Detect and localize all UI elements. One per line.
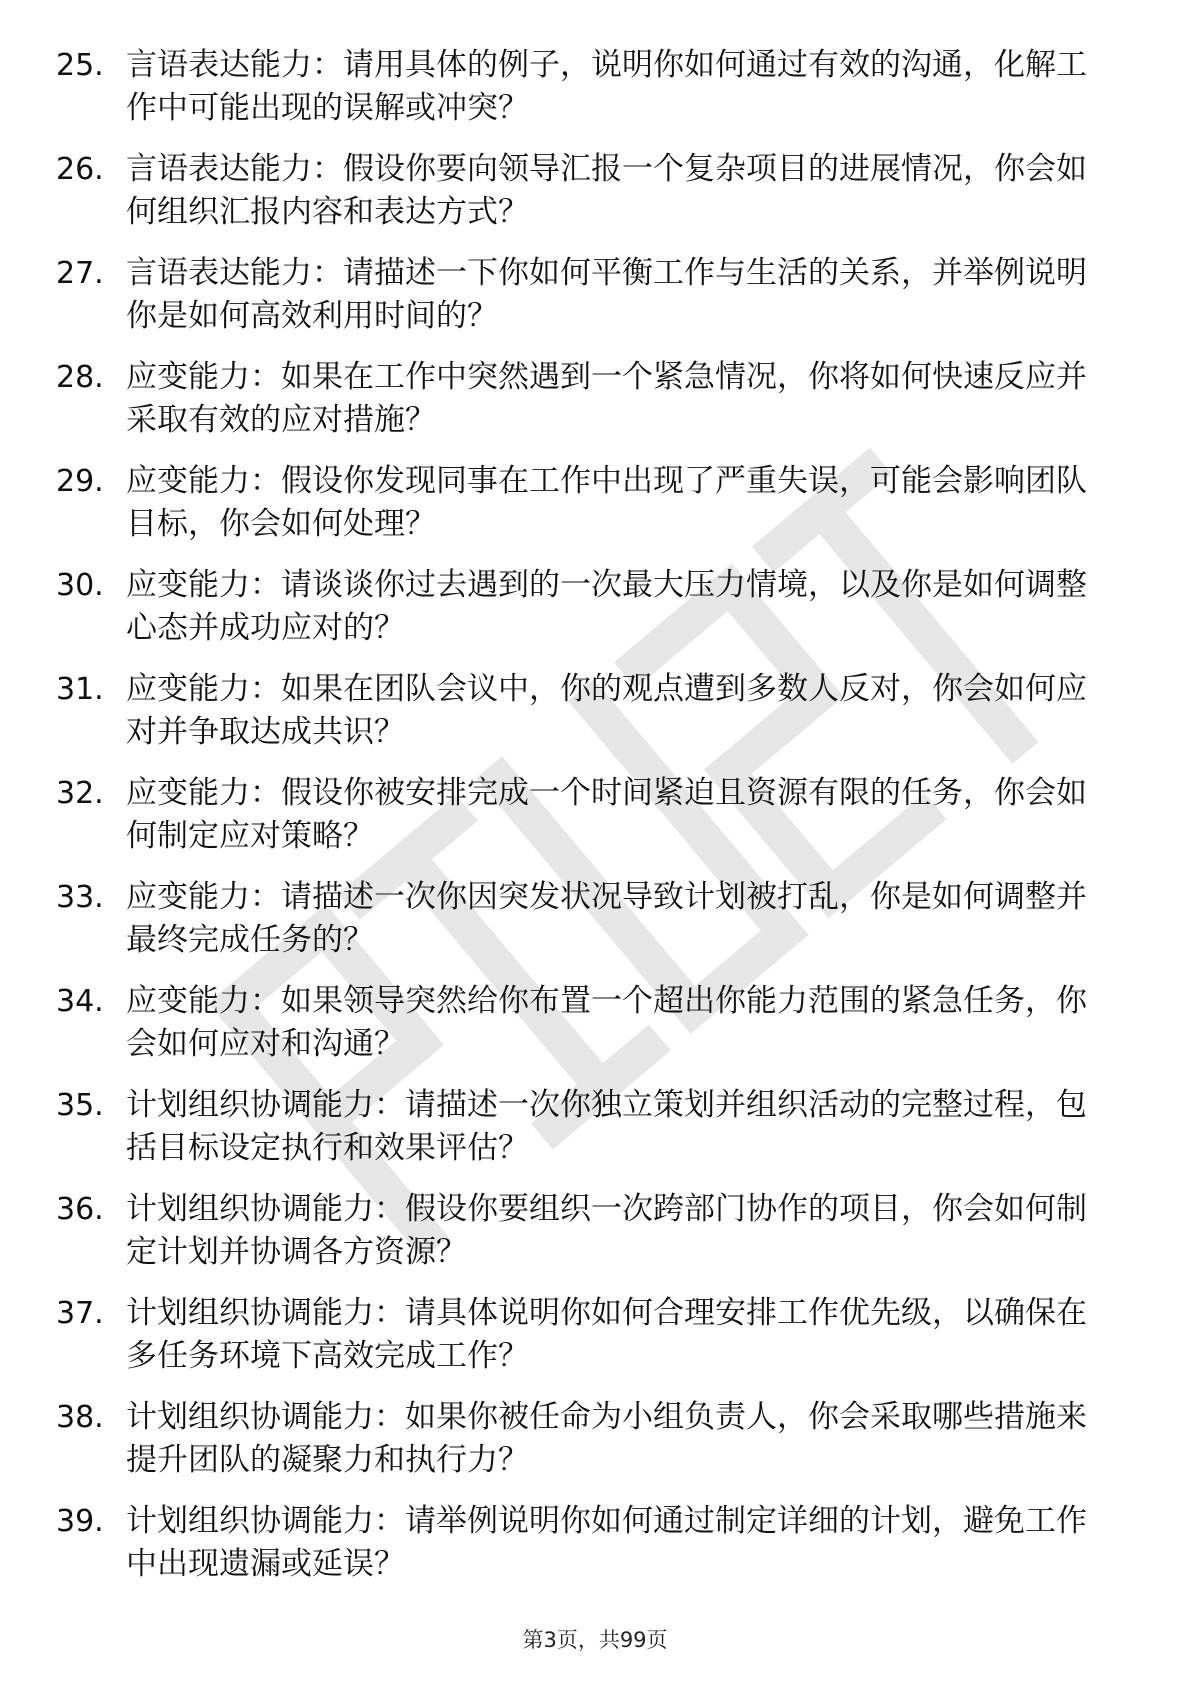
question-item (56, 1292, 1116, 1378)
question-text: 应变能力：假设你发现同事在工作中出现了严重失误，可能会影响团队目标，你会如何处理？ (126, 463, 1087, 542)
question-number: 28. (56, 360, 104, 395)
question-text: 应变能力：假设你被安排完成一个时间紧迫且资源有限的任务，你会如何制定应对策略？ (126, 775, 1087, 854)
question-number: 37. (56, 1296, 104, 1331)
question-item (56, 564, 1116, 650)
question-number: 29. (56, 464, 104, 499)
question-text: 言语表达能力：请描述一下你如何平衡工作与生活的关系，并举例说明你是如何高效利用时间的？ (126, 255, 1087, 334)
question-number: 26. (56, 152, 104, 187)
question-item (56, 1396, 1116, 1482)
question-text: 言语表达能力：假设你要向领导汇报一个复杂项目的进展情况，你会如何组织汇报内容和表达方式？ (126, 151, 1087, 230)
question-text: 言语表达能力：请用具体的例子，说明你如何通过有效的沟通，化解工作中可能出现的误解或冲突？ (126, 47, 1087, 126)
question-number: 36. (56, 1192, 104, 1227)
question-number: 38. (56, 1400, 104, 1435)
question-list (56, 44, 1116, 1604)
question-text: 计划组织协调能力：请描述一次你独立策划并组织活动的完整过程，包括目标设定执行和效果评估？ (126, 1087, 1087, 1166)
question-item (56, 44, 1116, 130)
question-text: 应变能力：请描述一次你因突发状况导致计划被打乱，你是如何调整并最终完成任务的？ (126, 879, 1087, 958)
question-item (56, 252, 1116, 338)
question-item (56, 460, 1116, 546)
question-item (56, 356, 1116, 442)
question-item (56, 772, 1116, 858)
question-item (56, 980, 1116, 1066)
question-item (56, 668, 1116, 754)
question-number: 30. (56, 568, 104, 603)
question-number: 35. (56, 1088, 104, 1123)
page-footer (0, 1624, 1190, 1654)
question-number: 34. (56, 984, 104, 1019)
question-text: 应变能力：如果领导突然给你布置一个超出你能力范围的紧急任务，你会如何应对和沟通？ (126, 983, 1087, 1062)
question-item (56, 1084, 1116, 1170)
question-text: 应变能力：如果在团队会议中，你的观点遭到多数人反对，你会如何应对并争取达成共识？ (126, 671, 1087, 750)
question-item (56, 1188, 1116, 1274)
page-number-label: 第3页，共99页 (522, 1628, 668, 1652)
question-number: 31. (56, 672, 104, 707)
question-text: 应变能力：如果在工作中突然遇到一个紧急情况，你将如何快速反应并采取有效的应对措施？ (126, 359, 1087, 438)
question-number: 32. (56, 776, 104, 811)
question-text: 计划组织协调能力：请具体说明你如何合理安排工作优先级，以确保在多任务环境下高效完成工作？ (126, 1295, 1087, 1374)
question-number: 39. (56, 1504, 104, 1539)
question-item (56, 148, 1116, 234)
question-item (56, 1500, 1116, 1586)
question-number: 33. (56, 880, 104, 915)
question-text: 计划组织协调能力：如果你被任命为小组负责人，你会采取哪些措施来提升团队的凝聚力和执行力？ (126, 1399, 1087, 1478)
question-text: 计划组织协调能力：假设你要组织一次跨部门协作的项目，你会如何制定计划并协调各方资源？ (126, 1191, 1087, 1270)
question-text: 应变能力：请谈谈你过去遇到的一次最大压力情境，以及你是如何调整心态并成功应对的？ (126, 567, 1087, 646)
question-number: 27. (56, 256, 104, 291)
question-text: 计划组织协调能力：请举例说明你如何通过制定详细的计划，避免工作中出现遗漏或延误？ (126, 1503, 1087, 1582)
question-item (56, 876, 1116, 962)
question-number: 25. (56, 48, 104, 83)
